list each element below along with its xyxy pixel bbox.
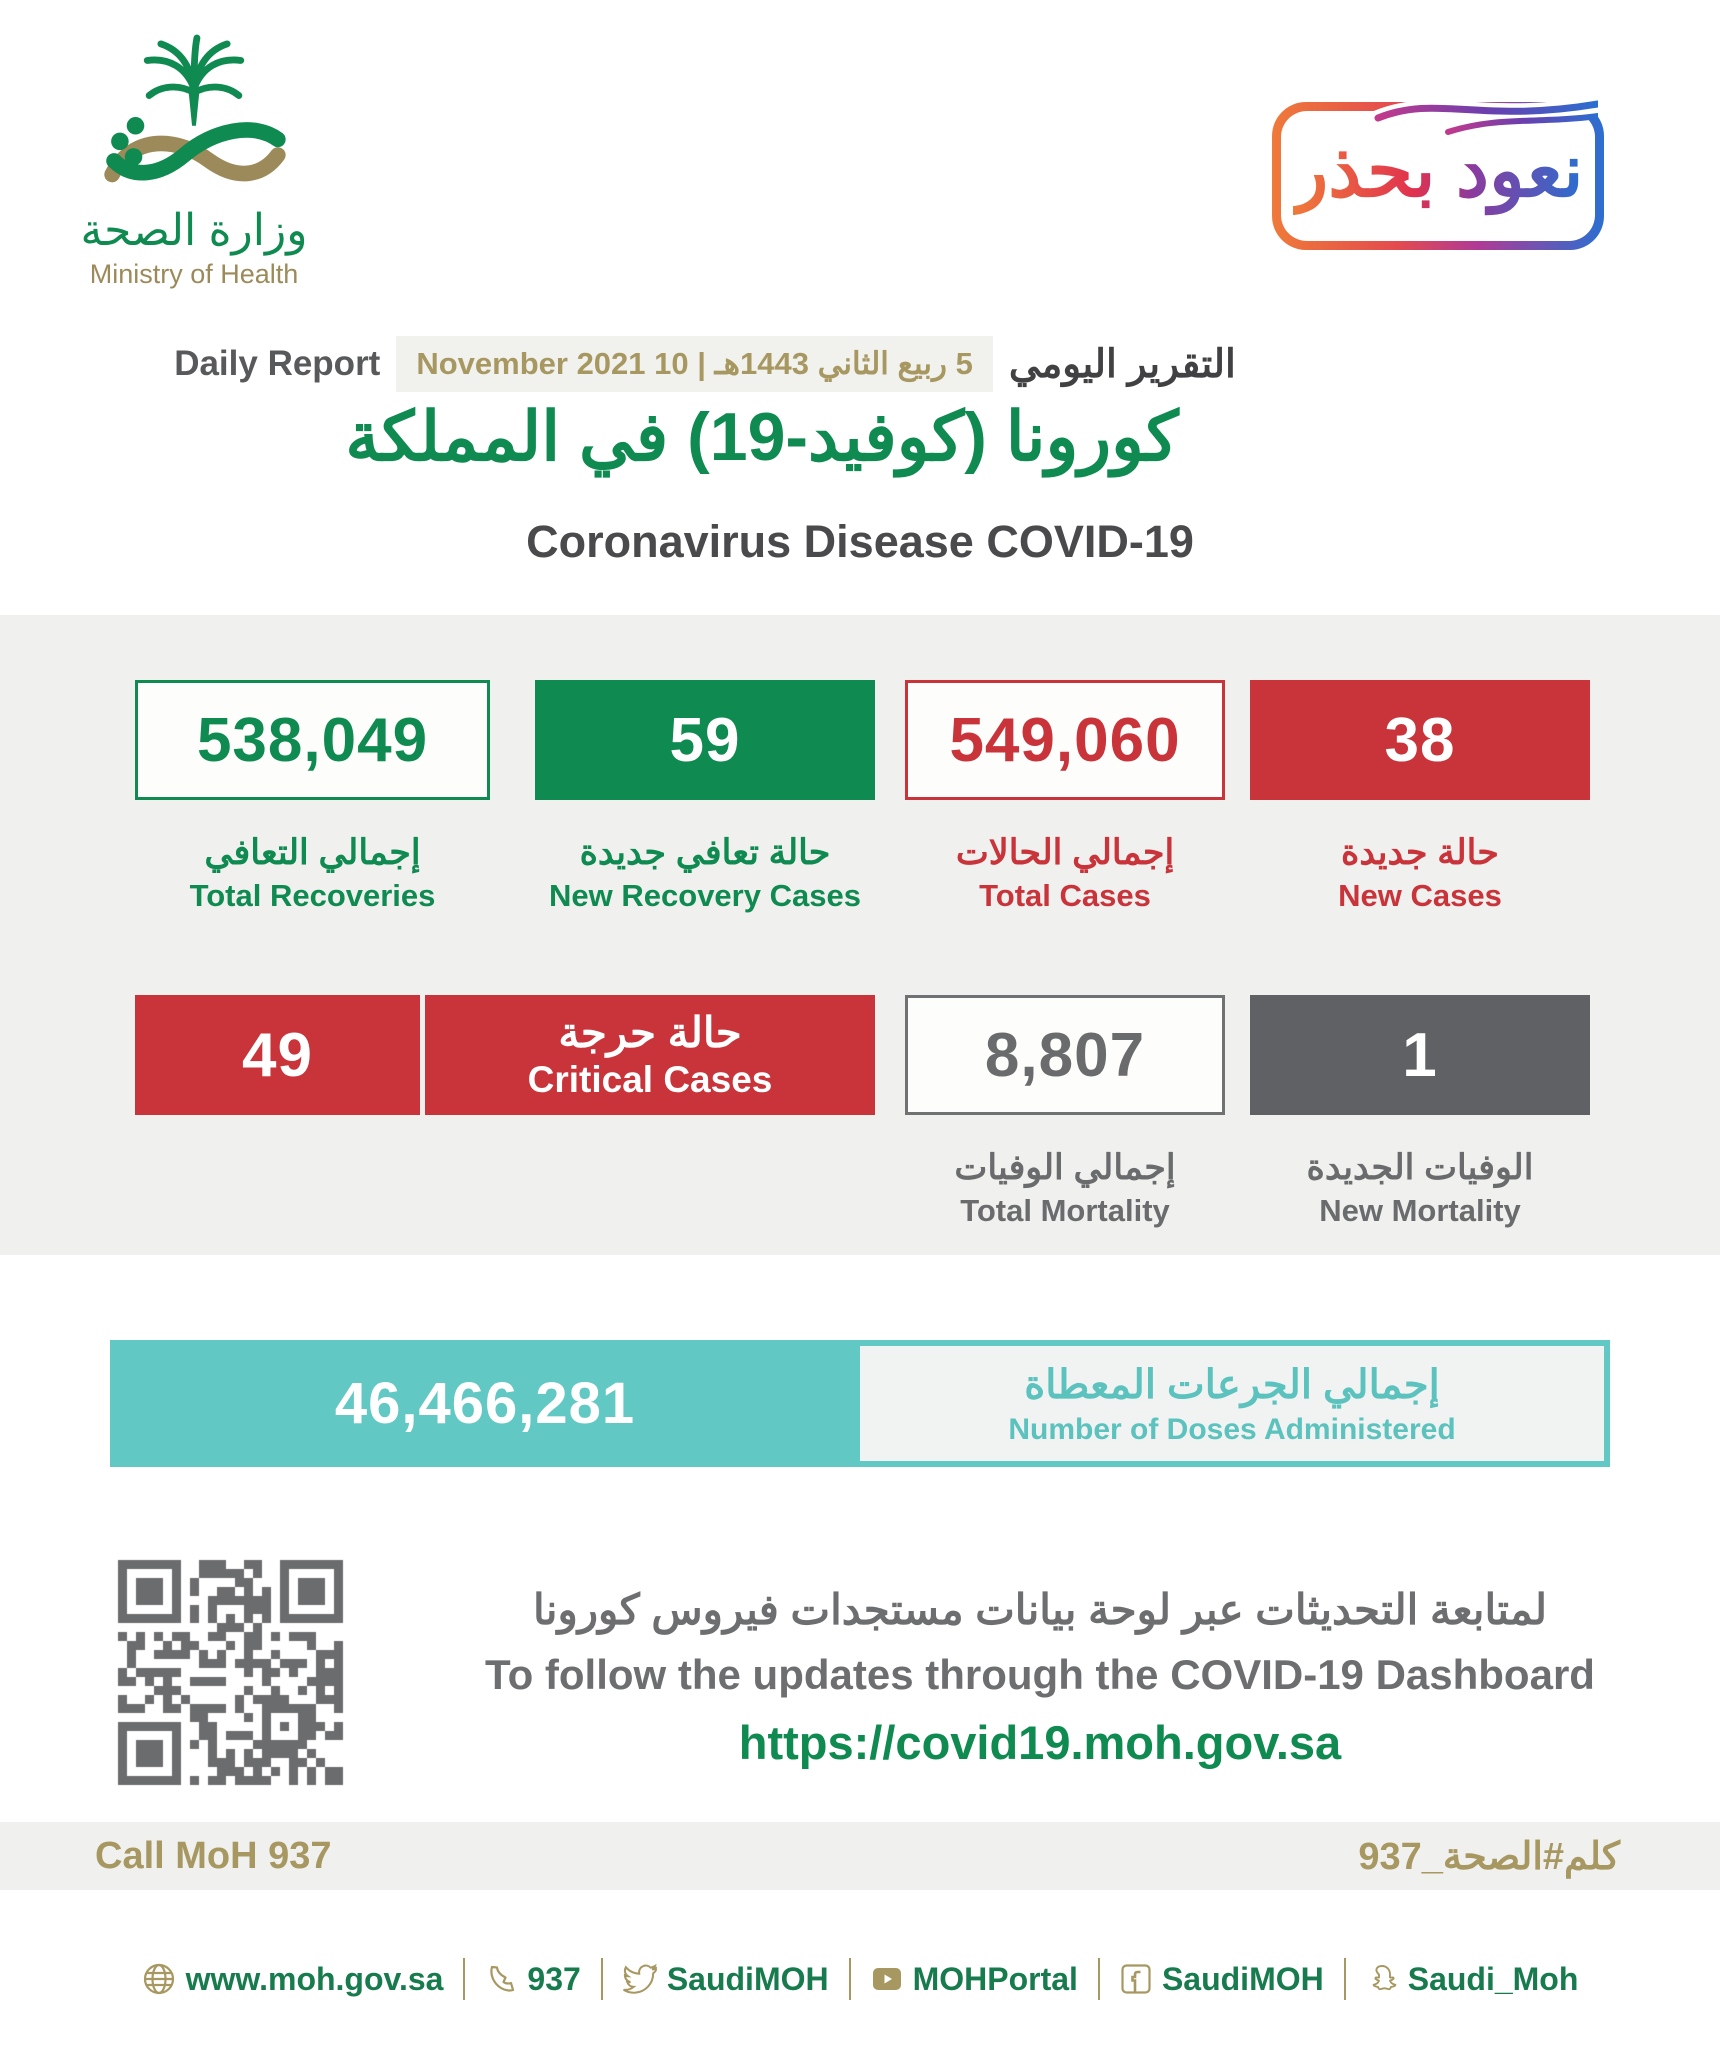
badge-slogan: نعود بحذر	[1293, 134, 1584, 218]
doses-label-ar: إجمالي الجرعات المعطاة	[1024, 1362, 1440, 1407]
contact-row	[0, 1958, 1720, 2000]
contact-facebook-label: SaudiMOH	[1161, 1960, 1324, 1997]
new-cases-label-ar: حالة جديدة	[1341, 833, 1499, 872]
total-mortality-label-ar: إجمالي الوفيات	[954, 1148, 1176, 1187]
ministry-name-arabic: وزارة الصحة	[80, 206, 308, 255]
new-recovery-cases-label	[510, 830, 900, 916]
contact-separator	[463, 1958, 465, 2000]
new-recovery-cases-box	[535, 680, 875, 800]
ministry-logo	[62, 28, 326, 290]
total-mortality-value: 8,807	[984, 1020, 1146, 1090]
new-recovery-cases-label-en: New Recovery Cases	[549, 877, 861, 913]
globe-icon	[142, 1962, 176, 1996]
phone-icon	[485, 1963, 517, 1995]
new-recovery-cases-value: 59	[669, 705, 741, 775]
new-cases-value: 38	[1384, 705, 1456, 775]
total-mortality-label	[905, 1145, 1225, 1231]
new-mortality-box	[1250, 995, 1590, 1115]
contact-youtube-label: MOHPortal	[912, 1960, 1078, 1997]
contact-twitter-label: SaudiMOH	[666, 1960, 829, 1997]
total-recoveries-label	[135, 830, 490, 916]
dashboard-url-link[interactable]: https://covid19.moh.gov.sa	[738, 1715, 1342, 1769]
contact-phone	[485, 1961, 580, 1998]
new-mortality-label-ar: الوفيات الجديدة	[1306, 1148, 1534, 1187]
new-cases-label	[1250, 830, 1590, 916]
contact-facebook	[1120, 1961, 1324, 1998]
new-mortality-label	[1250, 1145, 1590, 1231]
critical-cases-label-box	[425, 995, 875, 1115]
qr-code	[108, 1550, 354, 1796]
contact-website	[142, 1961, 444, 1998]
critical-cases-label-en: Critical Cases	[527, 1059, 773, 1100]
contact-twitter	[623, 1961, 829, 1998]
daily-report-arabic: التقرير اليومي	[1008, 342, 1236, 386]
call-moh-arabic: كلم#الصحة_937	[1358, 1835, 1620, 1878]
total-recoveries-value: 538,049	[196, 705, 429, 775]
total-cases-label-ar: إجمالي الحالات	[955, 833, 1175, 872]
call-moh-english: Call MoH 937	[95, 1834, 332, 1877]
twitter-icon	[623, 1964, 657, 1994]
contact-snapchat-label: Saudi_Moh	[1407, 1960, 1579, 1997]
contact-phone-label: 937	[527, 1960, 581, 1997]
total-mortality-label-en: Total Mortality	[960, 1192, 1170, 1228]
ministry-name-english: Ministry of Health	[89, 258, 299, 289]
new-recovery-cases-label-ar: حالة تعافي جديدة	[579, 833, 831, 872]
contact-website-label: www.moh.gov.sa	[185, 1960, 444, 1997]
qr-code-canvas	[108, 1550, 354, 1796]
contact-separator	[849, 1958, 851, 2000]
critical-cases-value-box	[135, 995, 420, 1115]
new-mortality-value: 1	[1402, 1020, 1438, 1090]
new-mortality-label-en: New Mortality	[1319, 1192, 1521, 1228]
critical-cases-value: 49	[242, 1020, 313, 1090]
contact-separator	[1098, 1958, 1100, 2000]
doses-administered-bar	[110, 1340, 1610, 1467]
contact-snapchat	[1366, 1961, 1579, 1998]
footer-band	[0, 1822, 1720, 1890]
snapchat-icon	[1366, 1963, 1398, 1995]
total-cases-label-en: Total Cases	[979, 877, 1151, 913]
page-title-arabic: كورونا (كوفيد-19) في المملكة	[345, 399, 1179, 475]
dashboard-info	[420, 1582, 1660, 1770]
facebook-icon	[1120, 1963, 1152, 1995]
contact-separator	[601, 1958, 603, 2000]
total-recoveries-label-ar: إجمالي التعافي	[204, 833, 421, 872]
doses-value: 46,466,281	[334, 1371, 636, 1436]
total-cases-value: 549,060	[949, 705, 1181, 775]
contact-separator	[1344, 1958, 1346, 2000]
youtube-icon	[871, 1964, 903, 1994]
report-date: 5 ربيع الثاني 1443هـ | 10 November 2021	[396, 336, 992, 392]
new-cases-box	[1250, 680, 1590, 800]
page-title-english: Coronavirus Disease COVID-19	[526, 516, 1194, 567]
total-cases-label	[905, 830, 1225, 916]
doses-label-panel	[860, 1346, 1604, 1461]
new-cases-label-en: New Cases	[1338, 877, 1502, 913]
total-recoveries-label-en: Total Recoveries	[189, 877, 436, 913]
return-with-caution-badge	[1272, 102, 1604, 250]
dashboard-line-arabic: لمتابعة التحديثات عبر لوحة بيانات مستجدات فيروس كورونا	[533, 1586, 1547, 1633]
moh-palm-logo-icon	[77, 28, 311, 206]
badge-swoosh-icon	[1278, 86, 1598, 138]
report-header-line	[0, 336, 1565, 392]
total-recoveries-box	[135, 680, 490, 800]
total-cases-box	[905, 680, 1225, 800]
critical-cases-label-ar: حالة حرجة	[558, 1008, 742, 1056]
dashboard-line-english: To follow the updates through the COVID-19 Dashboard	[485, 1650, 1595, 1698]
daily-report-english: Daily Report	[174, 344, 381, 383]
total-mortality-box	[905, 995, 1225, 1115]
contact-youtube	[871, 1961, 1078, 1998]
statistics-band	[0, 615, 1720, 1255]
doses-label-en: Number of Doses Administered	[1008, 1412, 1456, 1446]
